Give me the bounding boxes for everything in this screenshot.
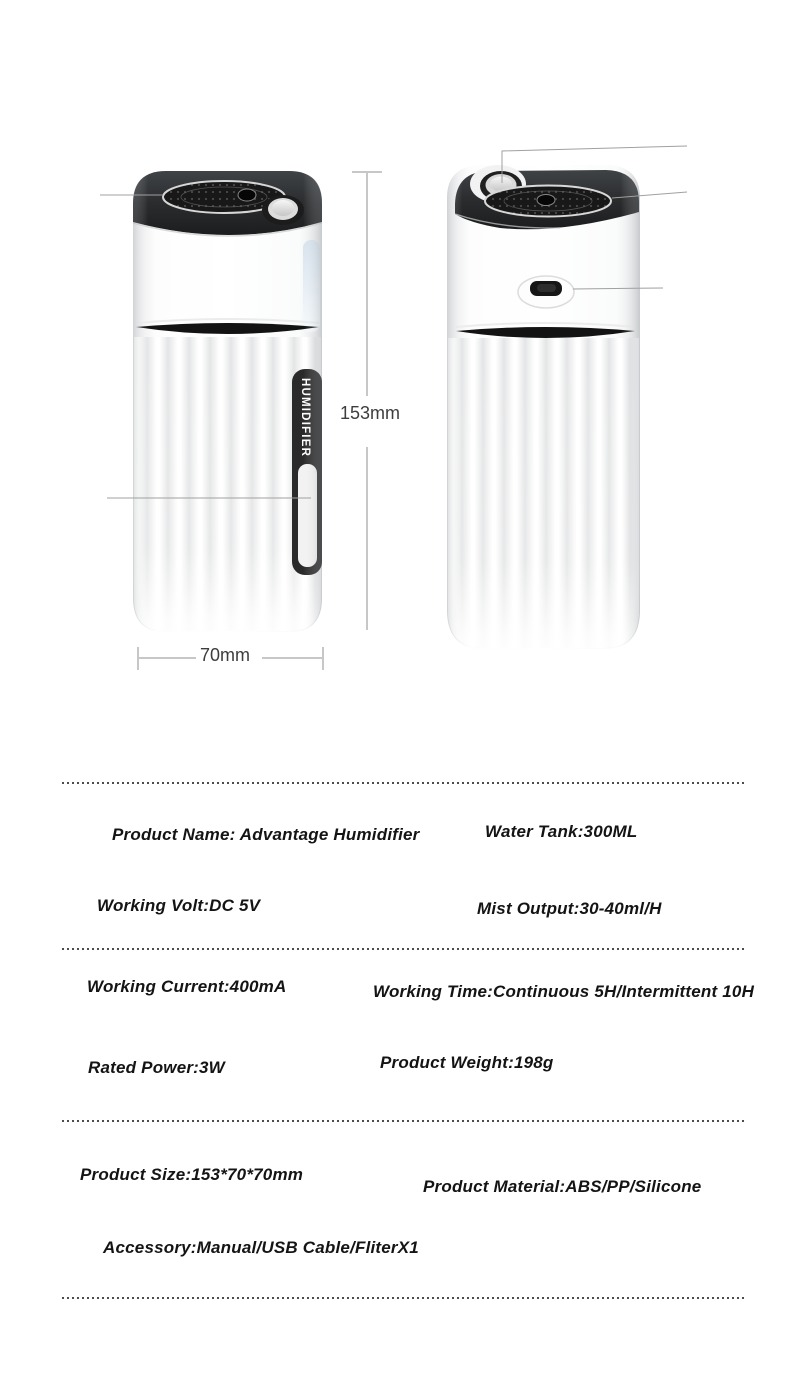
spec-rated-power: Rated Power:3W [88,1058,225,1077]
spec-water-tank: Water Tank:300ML [485,822,638,841]
product-back-view [447,165,640,649]
separator-rule-2 [62,948,745,950]
height-dimension-line [352,172,382,630]
width-dimension-label: 70mm [200,645,251,665]
separator-rule-4 [62,1297,745,1299]
spec-working-current: Working Current:400mA [87,977,287,996]
height-dimension-label: 153mm [340,403,401,423]
separator-rule-1 [62,782,745,784]
separator-rule-3 [62,1120,745,1122]
front-shading [133,171,322,632]
spec-accessory: Accessory:Manual/USB Cable/FliterX1 [103,1238,419,1257]
spec-mist-output: Mist Output:30-40ml/H [477,899,662,918]
spec-working-time: Working Time:Continuous 5H/Intermittent 10H [373,982,755,1001]
spec-working-volt: Working Volt:DC 5V [97,896,261,915]
spec-product-name: Product Name: Advantage Humidifier [112,825,420,844]
spec-product-weight: Product Weight:198g [380,1053,554,1072]
product-front-view [133,171,322,632]
spec-product-size: Product Size:153*70*70mm [80,1165,304,1184]
spec-product-material: Product Material:ABS/PP/Silicone [423,1177,702,1196]
back-shading [447,165,640,649]
